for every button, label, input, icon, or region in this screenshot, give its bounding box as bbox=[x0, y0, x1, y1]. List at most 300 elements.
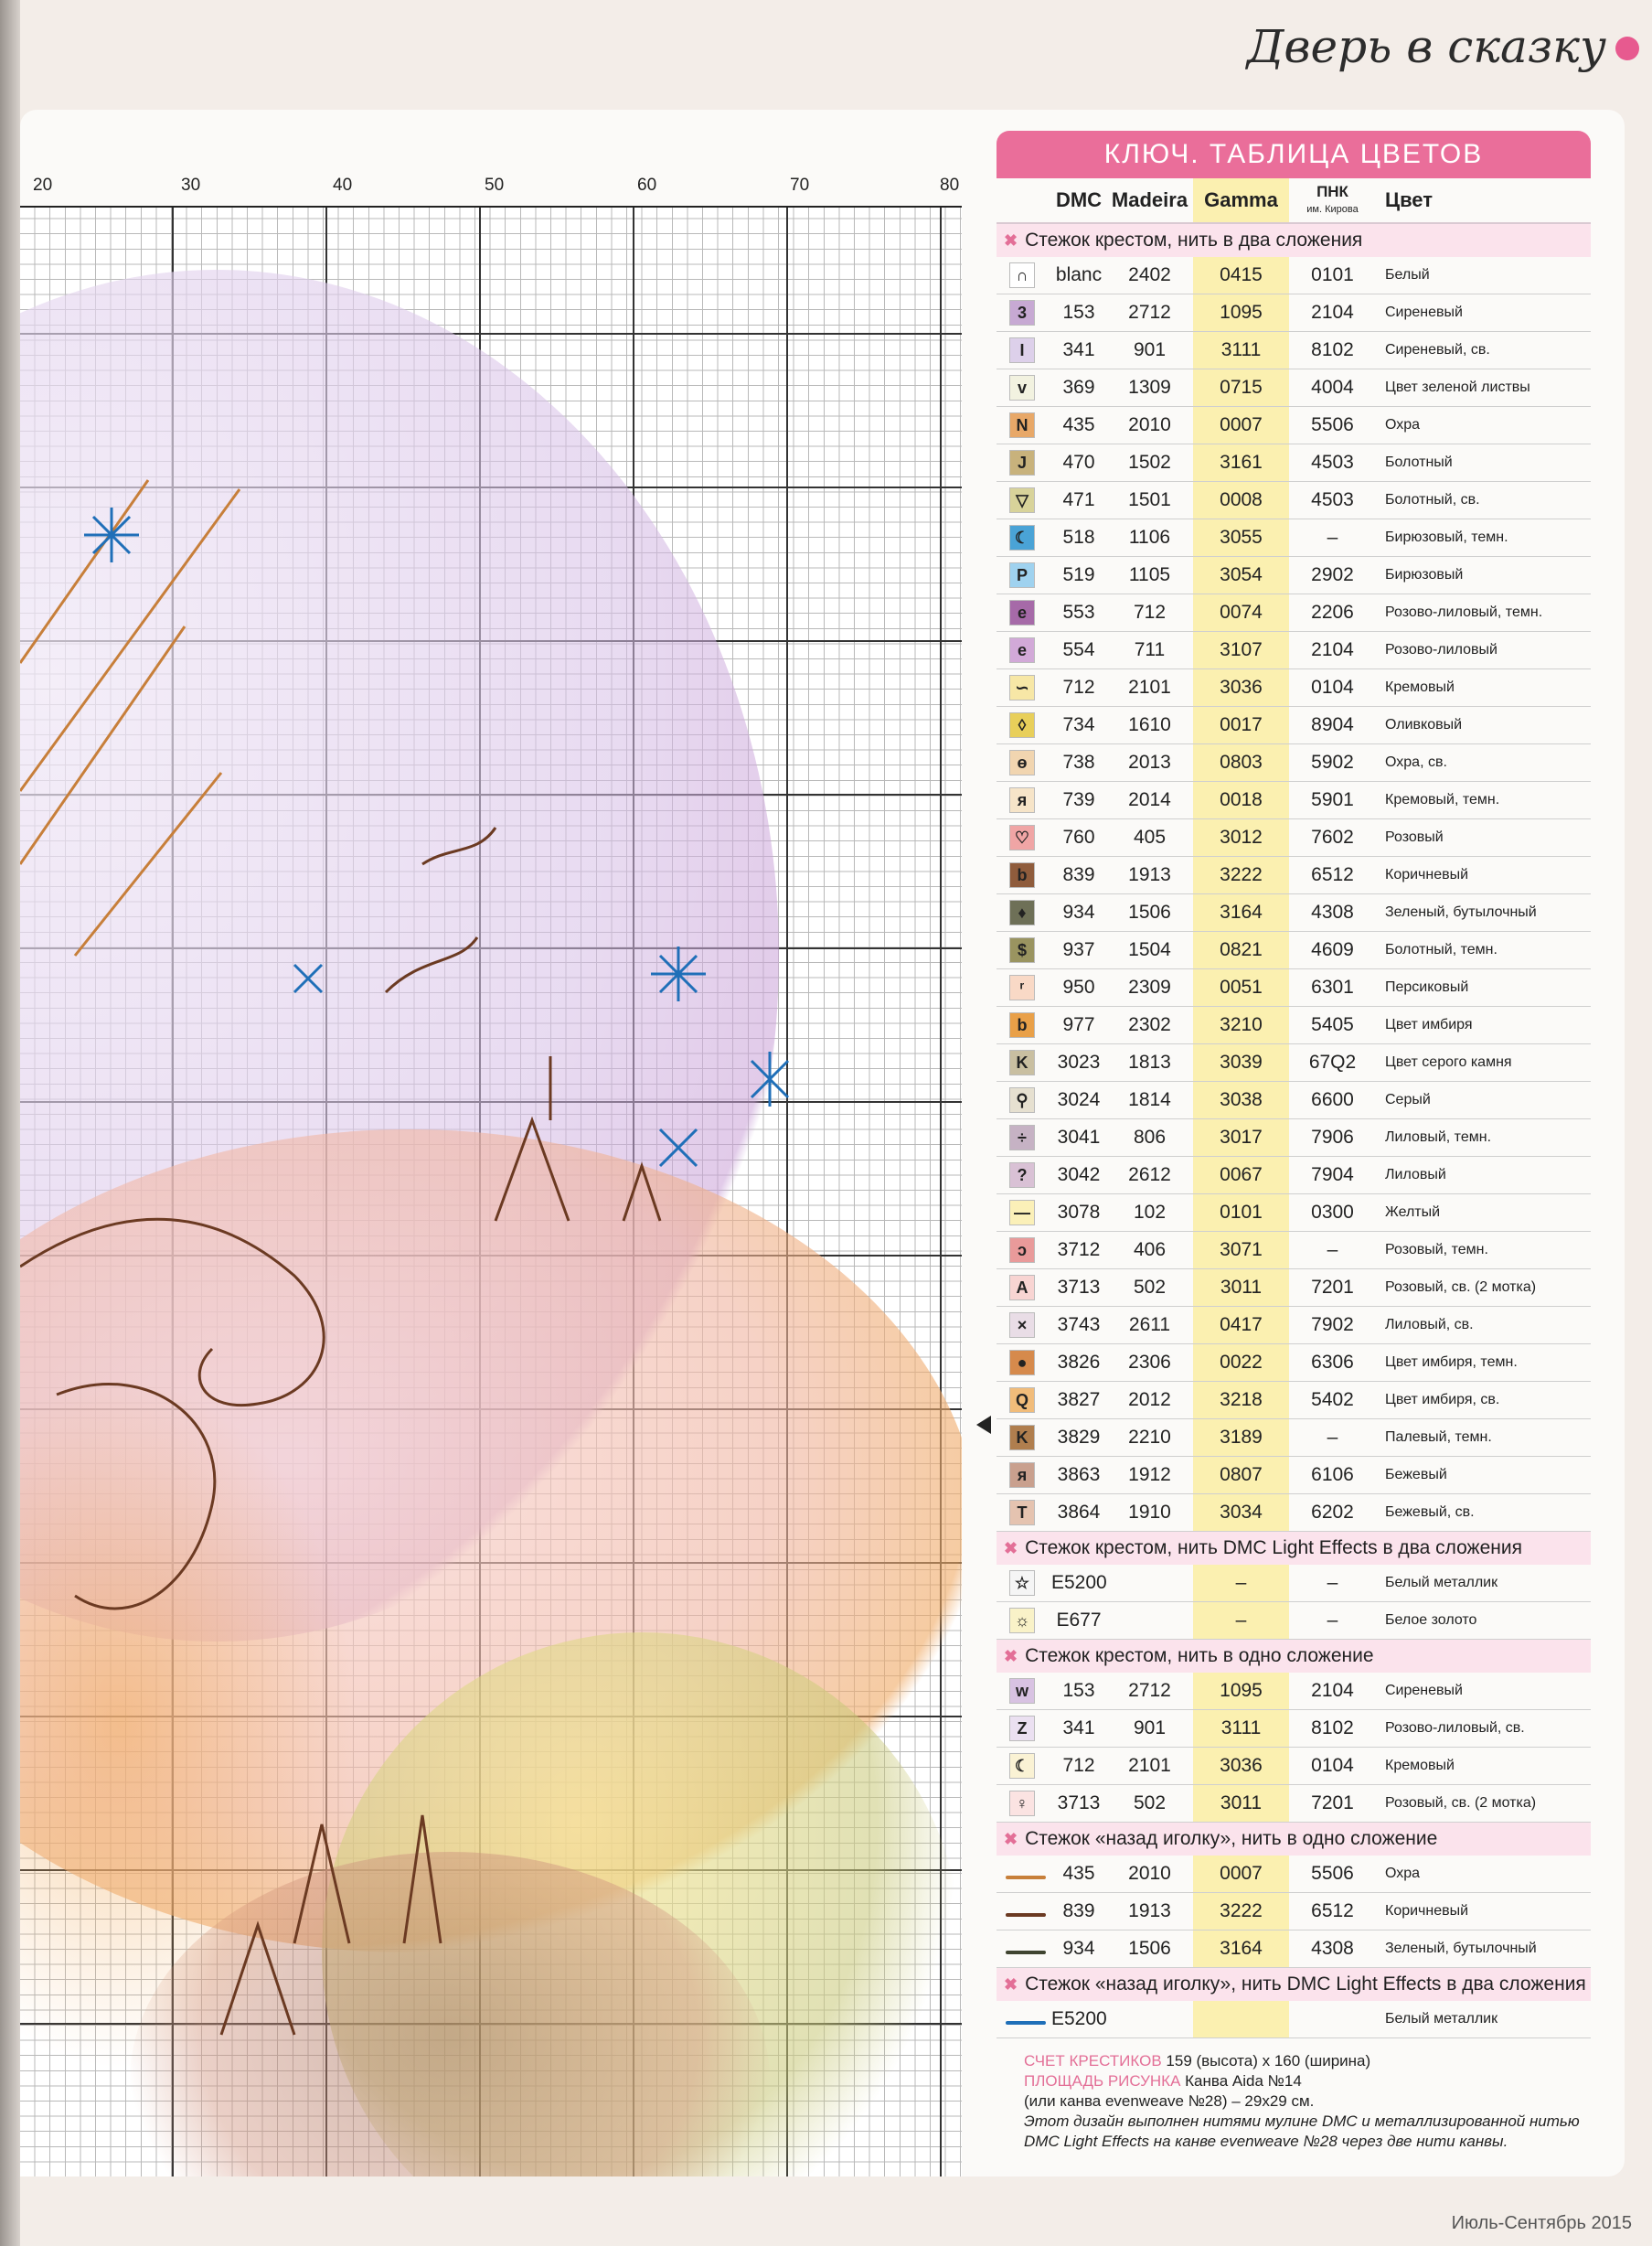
gamma-code: 0008 bbox=[1193, 482, 1289, 519]
madeira-code: 2712 bbox=[1128, 302, 1171, 323]
pnk-code: 4308 bbox=[1311, 1938, 1354, 1959]
pnk-code: 6202 bbox=[1311, 1502, 1354, 1523]
key-row bbox=[997, 969, 1591, 1007]
gamma-code: 0074 bbox=[1193, 594, 1289, 631]
color-name: Кремовый bbox=[1385, 1758, 1455, 1773]
key-row bbox=[997, 1457, 1591, 1494]
gamma-code: – bbox=[1193, 1565, 1289, 1601]
color-name: Лиловый, св. bbox=[1385, 1317, 1474, 1332]
color-name: Бежевый, св. bbox=[1385, 1504, 1475, 1520]
color-symbol-icon: ɵ bbox=[1009, 750, 1035, 775]
gamma-code: 3054 bbox=[1193, 557, 1289, 594]
key-row bbox=[997, 1602, 1591, 1640]
color-name: Лиловый bbox=[1385, 1167, 1446, 1182]
madeira-code: 1502 bbox=[1128, 452, 1171, 473]
pnk-code: 5506 bbox=[1311, 414, 1354, 435]
color-name: Коричневый bbox=[1385, 867, 1469, 882]
color-symbol-icon: ▽ bbox=[1009, 487, 1035, 513]
key-row bbox=[997, 444, 1591, 482]
gamma-code: 0017 bbox=[1193, 707, 1289, 743]
dmc-code: 934 bbox=[1062, 902, 1095, 923]
color-name: Белый металлик bbox=[1385, 2011, 1498, 2027]
stitch-count-value: 159 (высота) х 160 (ширина) bbox=[1166, 2052, 1371, 2070]
color-name: Розовый, св. (2 мотка) bbox=[1385, 1279, 1537, 1295]
key-section-label: Стежок крестом, нить DMC Light Effects в два сложения bbox=[1025, 1537, 1522, 1558]
backstitch-line-icon bbox=[1006, 2021, 1046, 2025]
color-symbol-icon: e bbox=[1009, 637, 1035, 663]
key-row bbox=[997, 294, 1591, 332]
dmc-code: 3042 bbox=[1057, 1164, 1101, 1185]
color-symbol-icon: v bbox=[1009, 375, 1035, 401]
key-row bbox=[997, 1494, 1591, 1532]
cross-stitch-icon: ✖ bbox=[1004, 1829, 1018, 1848]
dmc-code: 3713 bbox=[1057, 1792, 1101, 1813]
gamma-code: 3039 bbox=[1193, 1044, 1289, 1081]
dmc-code: blanc bbox=[1055, 264, 1103, 285]
dmc-code: 734 bbox=[1062, 714, 1095, 735]
pnk-code: 6512 bbox=[1311, 864, 1354, 885]
column-number: 50 bbox=[485, 176, 505, 195]
dmc-code: 3829 bbox=[1057, 1427, 1101, 1448]
pnk-code: 2104 bbox=[1311, 302, 1354, 323]
key-row bbox=[997, 1673, 1591, 1710]
pnk-code: 2104 bbox=[1311, 639, 1354, 660]
color-symbol-icon: 3 bbox=[1009, 300, 1035, 326]
color-name: Белое золото bbox=[1385, 1612, 1477, 1628]
color-name: Охра, св. bbox=[1385, 754, 1447, 770]
madeira-code: 711 bbox=[1134, 639, 1166, 660]
gamma-code: 0007 bbox=[1193, 407, 1289, 444]
color-name: Коричневый bbox=[1385, 1903, 1469, 1919]
dmc-code: 3041 bbox=[1057, 1127, 1101, 1148]
pnk-code: 4609 bbox=[1311, 939, 1354, 960]
color-symbol-icon: w bbox=[1009, 1678, 1035, 1704]
color-name: Белый металлик bbox=[1385, 1575, 1498, 1590]
dmc-code: 3023 bbox=[1057, 1052, 1101, 1073]
madeira-code: 1506 bbox=[1128, 902, 1171, 923]
header-color-name: Цвет bbox=[1385, 188, 1434, 211]
gamma-code: 0415 bbox=[1193, 257, 1289, 294]
pnk-code: 0104 bbox=[1311, 677, 1354, 698]
key-row bbox=[997, 1419, 1591, 1457]
gamma-code: 0051 bbox=[1193, 969, 1289, 1006]
key-section-header bbox=[997, 1532, 1591, 1565]
madeira-code: 2309 bbox=[1128, 977, 1171, 998]
chart-outline-drawing bbox=[20, 206, 962, 2176]
gamma-code: 0007 bbox=[1193, 1856, 1289, 1892]
color-name: Розово-лиловый, св. bbox=[1385, 1720, 1525, 1736]
color-name: Цвет зеленой листвы bbox=[1385, 380, 1530, 395]
dmc-code: 739 bbox=[1062, 789, 1095, 810]
key-section-header bbox=[997, 1640, 1591, 1673]
color-name: Болотный, темн. bbox=[1385, 942, 1497, 957]
color-name: Кремовый bbox=[1385, 679, 1455, 695]
gamma-code: 0417 bbox=[1193, 1307, 1289, 1343]
color-name: Охра bbox=[1385, 417, 1421, 433]
key-row bbox=[997, 1007, 1591, 1044]
dmc-code: 369 bbox=[1062, 377, 1095, 398]
pnk-code: 8102 bbox=[1311, 1717, 1354, 1738]
pnk-code: 2902 bbox=[1311, 564, 1354, 585]
madeira-code: 502 bbox=[1133, 1792, 1167, 1813]
madeira-code: 1105 bbox=[1128, 564, 1171, 585]
color-name: Болотный bbox=[1385, 455, 1453, 470]
pnk-code: 6106 bbox=[1311, 1464, 1354, 1485]
color-symbol-icon: ʳ bbox=[1009, 975, 1035, 1000]
madeira-code: 2101 bbox=[1128, 677, 1171, 698]
pnk-code: 5506 bbox=[1311, 1863, 1354, 1884]
key-row bbox=[997, 1748, 1591, 1785]
dmc-code: 738 bbox=[1062, 752, 1095, 773]
key-row bbox=[997, 744, 1591, 782]
color-name: Сиреневый bbox=[1385, 1683, 1463, 1698]
page-edge-shadow bbox=[0, 0, 20, 2246]
key-row bbox=[997, 1710, 1591, 1748]
key-row bbox=[997, 1232, 1591, 1269]
gamma-code: 3111 bbox=[1193, 332, 1289, 369]
pnk-code: 7201 bbox=[1311, 1277, 1354, 1298]
madeira-code: 2012 bbox=[1128, 1389, 1171, 1410]
gamma-code: – bbox=[1193, 1602, 1289, 1639]
dmc-code: 435 bbox=[1062, 1863, 1095, 1884]
design-area-alt: (или канва evenweave №28) – 29х29 см. bbox=[1024, 2092, 1315, 2110]
key-section-header bbox=[997, 224, 1591, 257]
color-symbol-icon: K bbox=[1009, 1050, 1035, 1075]
color-key-body bbox=[997, 224, 1591, 2038]
key-section-label: Стежок «назад иголку», нить в одно сложение bbox=[1025, 1828, 1438, 1849]
dmc-code: 341 bbox=[1062, 339, 1095, 360]
key-section-label: Стежок крестом, нить в два сложения bbox=[1025, 230, 1363, 251]
gamma-code: 3011 bbox=[1193, 1785, 1289, 1822]
madeira-code: 901 bbox=[1133, 1717, 1167, 1738]
key-row bbox=[997, 257, 1591, 294]
madeira-code: 1309 bbox=[1128, 377, 1171, 398]
dmc-code: 553 bbox=[1062, 602, 1095, 623]
gamma-code: 3210 bbox=[1193, 1007, 1289, 1043]
gamma-code: 3036 bbox=[1193, 1748, 1289, 1784]
color-name: Лиловый, темн. bbox=[1385, 1129, 1492, 1145]
gamma-code: 3017 bbox=[1193, 1119, 1289, 1156]
color-symbol-icon: ☼ bbox=[1009, 1608, 1035, 1633]
key-row bbox=[997, 1082, 1591, 1119]
dmc-code: 839 bbox=[1062, 1900, 1095, 1921]
color-symbol-icon: ☾ bbox=[1009, 525, 1035, 551]
pnk-code: 0300 bbox=[1311, 1202, 1354, 1223]
pnk-code: 0104 bbox=[1311, 1755, 1354, 1776]
madeira-code: 2611 bbox=[1128, 1314, 1171, 1335]
dmc-code: E5200 bbox=[1051, 1572, 1107, 1593]
dmc-code: 153 bbox=[1062, 302, 1095, 323]
gamma-code: 3038 bbox=[1193, 1082, 1289, 1118]
gamma-code: 0803 bbox=[1193, 744, 1289, 781]
dmc-code: 3743 bbox=[1057, 1314, 1101, 1335]
madeira-code: 102 bbox=[1133, 1202, 1167, 1223]
key-row bbox=[997, 782, 1591, 819]
color-name: Бирюзовый bbox=[1385, 567, 1464, 583]
color-symbol-icon: N bbox=[1009, 412, 1035, 438]
color-symbol-icon: K bbox=[1009, 1425, 1035, 1450]
madeira-code: 2612 bbox=[1128, 1164, 1171, 1185]
key-row bbox=[997, 894, 1591, 932]
gamma-code: 3071 bbox=[1193, 1232, 1289, 1268]
key-row bbox=[997, 707, 1591, 744]
key-section-header bbox=[997, 1968, 1591, 2001]
color-symbol-icon: I bbox=[1009, 337, 1035, 363]
gamma-code: 3218 bbox=[1193, 1382, 1289, 1418]
backstitch-row bbox=[997, 1930, 1591, 1968]
madeira-code: 1910 bbox=[1128, 1502, 1171, 1523]
dmc-code: 934 bbox=[1062, 1938, 1095, 1959]
gamma-code: 3011 bbox=[1193, 1269, 1289, 1306]
dmc-code: 3078 bbox=[1057, 1202, 1101, 1223]
gamma-code: 3012 bbox=[1193, 819, 1289, 856]
backstitch-line-icon bbox=[1006, 1876, 1046, 1879]
color-name: Оливковый bbox=[1385, 717, 1463, 733]
dmc-code: 3024 bbox=[1057, 1089, 1101, 1110]
dmc-code: 554 bbox=[1062, 639, 1095, 660]
color-name: Зеленый, бутылочный bbox=[1385, 904, 1537, 920]
color-name: Сиреневый, св. bbox=[1385, 342, 1490, 358]
madeira-code: 901 bbox=[1133, 339, 1167, 360]
color-name: Белый bbox=[1385, 267, 1430, 283]
key-row bbox=[997, 1344, 1591, 1382]
pnk-code: 5405 bbox=[1311, 1014, 1354, 1035]
dmc-code: 3863 bbox=[1057, 1464, 1101, 1485]
color-symbol-icon: ◊ bbox=[1009, 712, 1035, 738]
pnk-code: 2104 bbox=[1311, 1680, 1354, 1701]
dmc-code: 518 bbox=[1062, 527, 1095, 548]
madeira-code: 2014 bbox=[1128, 789, 1171, 810]
color-symbol-icon: Q bbox=[1009, 1387, 1035, 1413]
dmc-code: 435 bbox=[1062, 414, 1095, 435]
color-symbol-icon: ∽ bbox=[1009, 675, 1035, 701]
key-row bbox=[997, 332, 1591, 369]
madeira-code: 712 bbox=[1133, 602, 1167, 623]
color-name: Цвет имбиря, св. bbox=[1385, 1392, 1500, 1407]
color-symbol-icon: ↄ bbox=[1009, 1237, 1035, 1263]
color-name: Розовый bbox=[1385, 829, 1444, 845]
color-symbol-icon: я bbox=[1009, 787, 1035, 813]
gamma-code: 1095 bbox=[1193, 1673, 1289, 1709]
key-row bbox=[997, 669, 1591, 707]
madeira-code: 2101 bbox=[1128, 1755, 1171, 1776]
key-row bbox=[997, 594, 1591, 632]
pnk-code: – bbox=[1327, 1572, 1338, 1593]
color-name: Розовый, темн. bbox=[1385, 1242, 1488, 1257]
key-row bbox=[997, 1307, 1591, 1344]
pnk-code: – bbox=[1327, 1239, 1338, 1260]
color-symbol-icon: ∩ bbox=[1009, 262, 1035, 288]
column-number: 30 bbox=[181, 176, 201, 195]
key-section-label: Стежок «назад иголку», нить DMC Light Effects в два сложения bbox=[1025, 1973, 1586, 1995]
color-name: Желтый bbox=[1385, 1204, 1441, 1220]
design-note: Этот дизайн выполнен нитями мулине DMC и металлизированной нитью DMC Light Effects на канве evenweave №28 через две нити канвы. bbox=[1024, 2112, 1580, 2150]
color-symbol-icon: A bbox=[1009, 1275, 1035, 1300]
backstitch-row bbox=[997, 1893, 1591, 1930]
gamma-code: 3164 bbox=[1193, 1930, 1289, 1967]
color-name: Серый bbox=[1385, 1092, 1431, 1107]
key-row bbox=[997, 1044, 1591, 1082]
cross-stitch-chart bbox=[20, 206, 962, 2176]
design-area-label: ПЛОЩАДЬ РИСУНКА bbox=[1024, 2072, 1181, 2090]
pnk-code: 8102 bbox=[1311, 339, 1354, 360]
madeira-code: 2402 bbox=[1128, 264, 1171, 285]
key-row bbox=[997, 482, 1591, 519]
madeira-code: 2013 bbox=[1128, 752, 1171, 773]
key-section-label: Стежок крестом, нить в одно сложение bbox=[1025, 1645, 1374, 1666]
gamma-code: 0101 bbox=[1193, 1194, 1289, 1231]
gamma-code: 0807 bbox=[1193, 1457, 1289, 1493]
dmc-code: 937 bbox=[1062, 939, 1095, 960]
pnk-code: 4004 bbox=[1311, 377, 1354, 398]
dmc-code: 712 bbox=[1062, 677, 1095, 698]
color-symbol-icon: × bbox=[1009, 1312, 1035, 1338]
madeira-code: 2712 bbox=[1128, 1680, 1171, 1701]
madeira-code: 2302 bbox=[1128, 1014, 1171, 1035]
key-row bbox=[997, 1157, 1591, 1194]
color-symbol-icon: ♦ bbox=[1009, 900, 1035, 925]
color-name: Охра bbox=[1385, 1866, 1421, 1881]
column-number: 20 bbox=[33, 176, 53, 195]
pnk-code: 4503 bbox=[1311, 452, 1354, 473]
pnk-code: 8904 bbox=[1311, 714, 1354, 735]
dmc-code: 519 bbox=[1062, 564, 1095, 585]
pnk-code: 7602 bbox=[1311, 827, 1354, 848]
madeira-code: 502 bbox=[1133, 1277, 1167, 1298]
dmc-code: 153 bbox=[1062, 1680, 1095, 1701]
color-symbol-icon: ♡ bbox=[1009, 825, 1035, 850]
madeira-code: 1913 bbox=[1128, 1900, 1171, 1921]
color-name: Зеленый, бутылочный bbox=[1385, 1941, 1537, 1956]
madeira-code: 1814 bbox=[1128, 1089, 1171, 1110]
key-row bbox=[997, 1785, 1591, 1823]
pnk-code: 5402 bbox=[1311, 1389, 1354, 1410]
dmc-code: 341 bbox=[1062, 1717, 1095, 1738]
dmc-code: E5200 bbox=[1051, 2008, 1107, 2029]
page-header-title: Дверь в сказку bbox=[1246, 20, 1606, 73]
page-footer-date: Июль-Сентябрь 2015 bbox=[1451, 2213, 1632, 2233]
pnk-code: 6301 bbox=[1311, 977, 1354, 998]
color-symbol-icon: ♀ bbox=[1009, 1791, 1035, 1816]
backstitch-line-icon bbox=[1006, 1913, 1046, 1917]
color-symbol-icon: — bbox=[1009, 1200, 1035, 1225]
color-name: Цвет серого камня bbox=[1385, 1054, 1512, 1070]
madeira-code: 406 bbox=[1133, 1239, 1167, 1260]
pnk-code: 5901 bbox=[1311, 789, 1354, 810]
dmc-code: 3864 bbox=[1057, 1502, 1101, 1523]
color-symbol-icon: e bbox=[1009, 600, 1035, 626]
madeira-code: 1501 bbox=[1128, 489, 1171, 510]
pnk-code: 6306 bbox=[1311, 1352, 1354, 1373]
cross-stitch-icon: ✖ bbox=[1004, 1538, 1018, 1557]
gamma-code: 0018 bbox=[1193, 782, 1289, 818]
color-name: Цвет имбиря bbox=[1385, 1017, 1473, 1032]
backstitch-row bbox=[997, 1856, 1591, 1893]
key-section-header bbox=[997, 1823, 1591, 1856]
key-row bbox=[997, 932, 1591, 969]
chart-info-footer bbox=[997, 2051, 1591, 2152]
cross-stitch-icon: ✖ bbox=[1004, 1974, 1018, 1994]
key-row bbox=[997, 1119, 1591, 1157]
color-name: Бежевый bbox=[1385, 1467, 1447, 1482]
color-key-header bbox=[997, 178, 1591, 224]
key-row bbox=[997, 1382, 1591, 1419]
dmc-code: 471 bbox=[1062, 489, 1095, 510]
gamma-code bbox=[1193, 2001, 1289, 2037]
gamma-code: 3055 bbox=[1193, 519, 1289, 556]
gamma-code: 0715 bbox=[1193, 369, 1289, 406]
gamma-code: 3189 bbox=[1193, 1419, 1289, 1456]
design-area-value: Канва Aida №14 bbox=[1185, 2072, 1302, 2090]
gamma-code: 0067 bbox=[1193, 1157, 1289, 1193]
dmc-code: E677 bbox=[1056, 1610, 1102, 1631]
color-symbol-icon: ☾ bbox=[1009, 1753, 1035, 1779]
pnk-code: 67Q2 bbox=[1308, 1052, 1357, 1073]
dmc-code: 3713 bbox=[1057, 1277, 1101, 1298]
madeira-code: 1813 bbox=[1128, 1052, 1171, 1073]
gamma-code: 3111 bbox=[1193, 1710, 1289, 1747]
madeira-code: 1610 bbox=[1128, 714, 1171, 735]
gamma-code: 3222 bbox=[1193, 1893, 1289, 1930]
color-symbol-icon: $ bbox=[1009, 937, 1035, 963]
color-name: Болотный, св. bbox=[1385, 492, 1480, 508]
gamma-code: 0821 bbox=[1193, 932, 1289, 968]
flower-icon bbox=[1615, 37, 1639, 60]
pnk-code: 4503 bbox=[1311, 489, 1354, 510]
pnk-code: – bbox=[1327, 1610, 1338, 1631]
color-symbol-icon: ÷ bbox=[1009, 1125, 1035, 1150]
madeira-code: 1106 bbox=[1128, 527, 1171, 548]
gamma-code: 3161 bbox=[1193, 444, 1289, 481]
key-row bbox=[997, 557, 1591, 594]
color-name: Розово-лиловый bbox=[1385, 642, 1497, 658]
color-name: Бирюзовый, темн. bbox=[1385, 529, 1508, 545]
key-row bbox=[997, 407, 1591, 444]
madeira-code: 1912 bbox=[1128, 1464, 1171, 1485]
dmc-code: 3827 bbox=[1057, 1389, 1101, 1410]
color-symbol-icon: J bbox=[1009, 450, 1035, 476]
dmc-code: 839 bbox=[1062, 864, 1095, 885]
pnk-code: 2206 bbox=[1311, 602, 1354, 623]
key-row bbox=[997, 1194, 1591, 1232]
color-symbol-icon: b bbox=[1009, 862, 1035, 888]
color-name: Розовый, св. (2 мотка) bbox=[1385, 1795, 1537, 1811]
gamma-code: 3034 bbox=[1193, 1494, 1289, 1531]
key-row bbox=[997, 819, 1591, 857]
pnk-code: – bbox=[1327, 1427, 1338, 1448]
backstitch-row bbox=[997, 2001, 1591, 2038]
madeira-code: 1913 bbox=[1128, 864, 1171, 885]
column-number: 40 bbox=[333, 176, 353, 195]
madeira-code: 405 bbox=[1133, 827, 1167, 848]
cross-stitch-icon: ✖ bbox=[1004, 1646, 1018, 1665]
header-dmc: DMC bbox=[1055, 188, 1103, 211]
gamma-code: 1095 bbox=[1193, 294, 1289, 331]
color-symbol-icon: я bbox=[1009, 1462, 1035, 1488]
key-row bbox=[997, 857, 1591, 894]
dmc-code: 470 bbox=[1062, 452, 1095, 473]
pnk-code: 0101 bbox=[1311, 264, 1354, 285]
color-symbol-icon: ☆ bbox=[1009, 1570, 1035, 1596]
dmc-code: 950 bbox=[1062, 977, 1095, 998]
color-name: Персиковый bbox=[1385, 979, 1469, 995]
color-symbol-icon: ? bbox=[1009, 1162, 1035, 1188]
dmc-code: 3826 bbox=[1057, 1352, 1101, 1373]
key-row bbox=[997, 369, 1591, 407]
color-symbol-icon: P bbox=[1009, 562, 1035, 588]
backstitch-line-icon bbox=[1006, 1951, 1046, 1954]
madeira-code: 1504 bbox=[1128, 939, 1171, 960]
